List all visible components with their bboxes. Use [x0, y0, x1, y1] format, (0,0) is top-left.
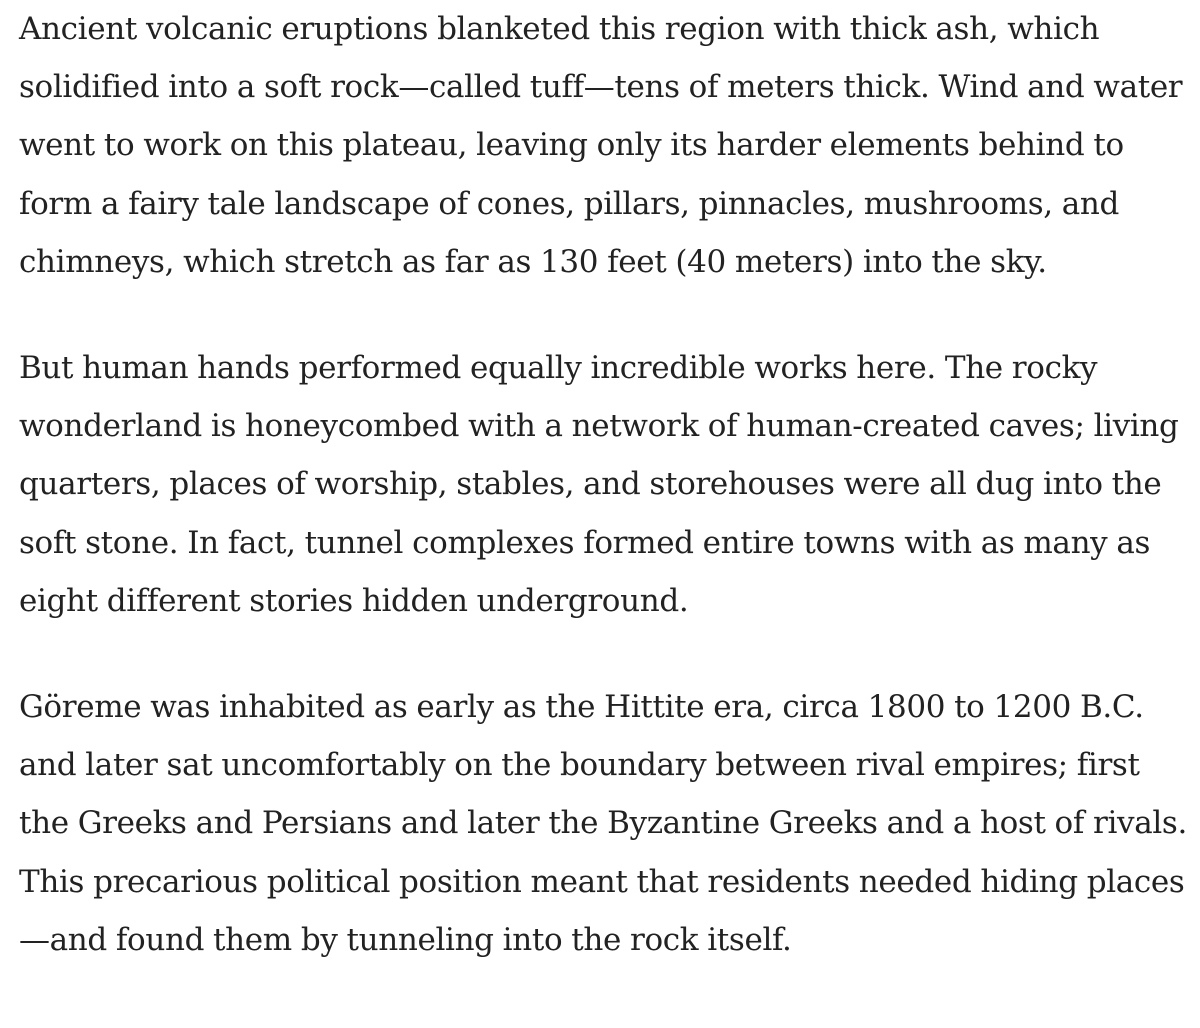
article-paragraph-1: Ancient volcanic eruptions blanketed this region with thick ash, which solidified into a soft rock—called tuff—tens of meters thick. Wind and water went to work on this plateau, leaving only its harder elements behind to form a fairy tale landscape of cones, pillars, pinnacles, mushrooms, and chimneys, which stretch as far as 130 feet (40 meters) into the sky. [19, 11, 1183, 280]
article-body [19, 0, 1191, 969]
article-paragraph-3: Göreme was inhabited as early as the Hittite era, circa 1800 to 1200 B.C. and later sat uncomfortably on the boundary between rival empires; first the Greeks and Persians and later the Byzantine Greeks and a host of rivals. This precarious political position meant that residents needed hiding places—and found them by tunneling into the rock itself. [19, 689, 1187, 958]
article-paragraph-2: But human hands performed equally incredible works here. The rocky wonderland is honeycombed with a network of human-created caves; living quarters, places of worship, stables, and storehouses were all dug into the soft stone. In fact, tunnel complexes formed entire towns with as many as eight different stories hidden underground. [19, 350, 1179, 619]
